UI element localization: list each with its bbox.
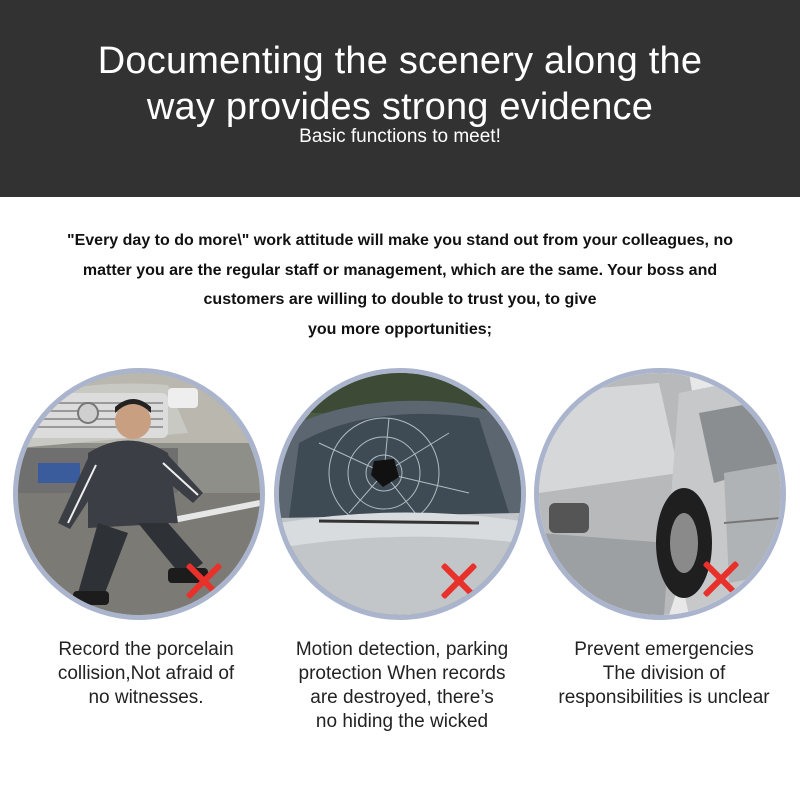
intro-line: "Every day to do more\" work attitude will make you stand out from your colleagues, no — [67, 232, 733, 249]
feature-image-porcelain-collision — [13, 368, 265, 620]
caption-line: responsibilities is unclear — [558, 687, 770, 708]
caption-line: protection When records — [298, 663, 506, 684]
feature-image-emergencies — [534, 368, 786, 620]
intro-line: customers are willing to double to trust you, to give — [203, 291, 597, 308]
red-x-icon — [701, 559, 741, 599]
intro-line: matter you are the regular staff or management, which are the same. Your boss and — [82, 261, 718, 279]
caption-line: no hiding the wicked — [315, 711, 489, 732]
headline-line: Documenting the scenery along the — [97, 40, 703, 82]
collided-cars-illustration — [539, 373, 781, 615]
caption-line: are destroyed, there’s — [310, 687, 494, 708]
caption-line: The division of — [602, 663, 726, 684]
headline-line: way provides strong evidence — [146, 86, 654, 128]
caption-line: Record the porcelain — [58, 639, 234, 660]
feature-caption — [272, 638, 532, 734]
feature-image-motion-detection — [274, 368, 526, 620]
caption-line: no witnesses. — [88, 687, 204, 708]
feature-caption — [534, 638, 794, 710]
caption-line: Motion detection, parking — [295, 639, 509, 660]
intro-paragraph — [20, 226, 780, 344]
red-x-icon — [184, 561, 224, 601]
subtitle: Basic functions to meet! — [299, 126, 501, 147]
headline — [0, 38, 800, 130]
header-banner — [0, 0, 800, 197]
caption-line: Prevent emergencies — [574, 639, 754, 660]
shattered-windshield-illustration — [279, 373, 521, 615]
red-x-icon — [439, 561, 479, 601]
intro-line: you more opportunities; — [308, 320, 492, 338]
feature-caption — [16, 638, 276, 710]
caption-line: collision,Not afraid of — [57, 663, 235, 684]
